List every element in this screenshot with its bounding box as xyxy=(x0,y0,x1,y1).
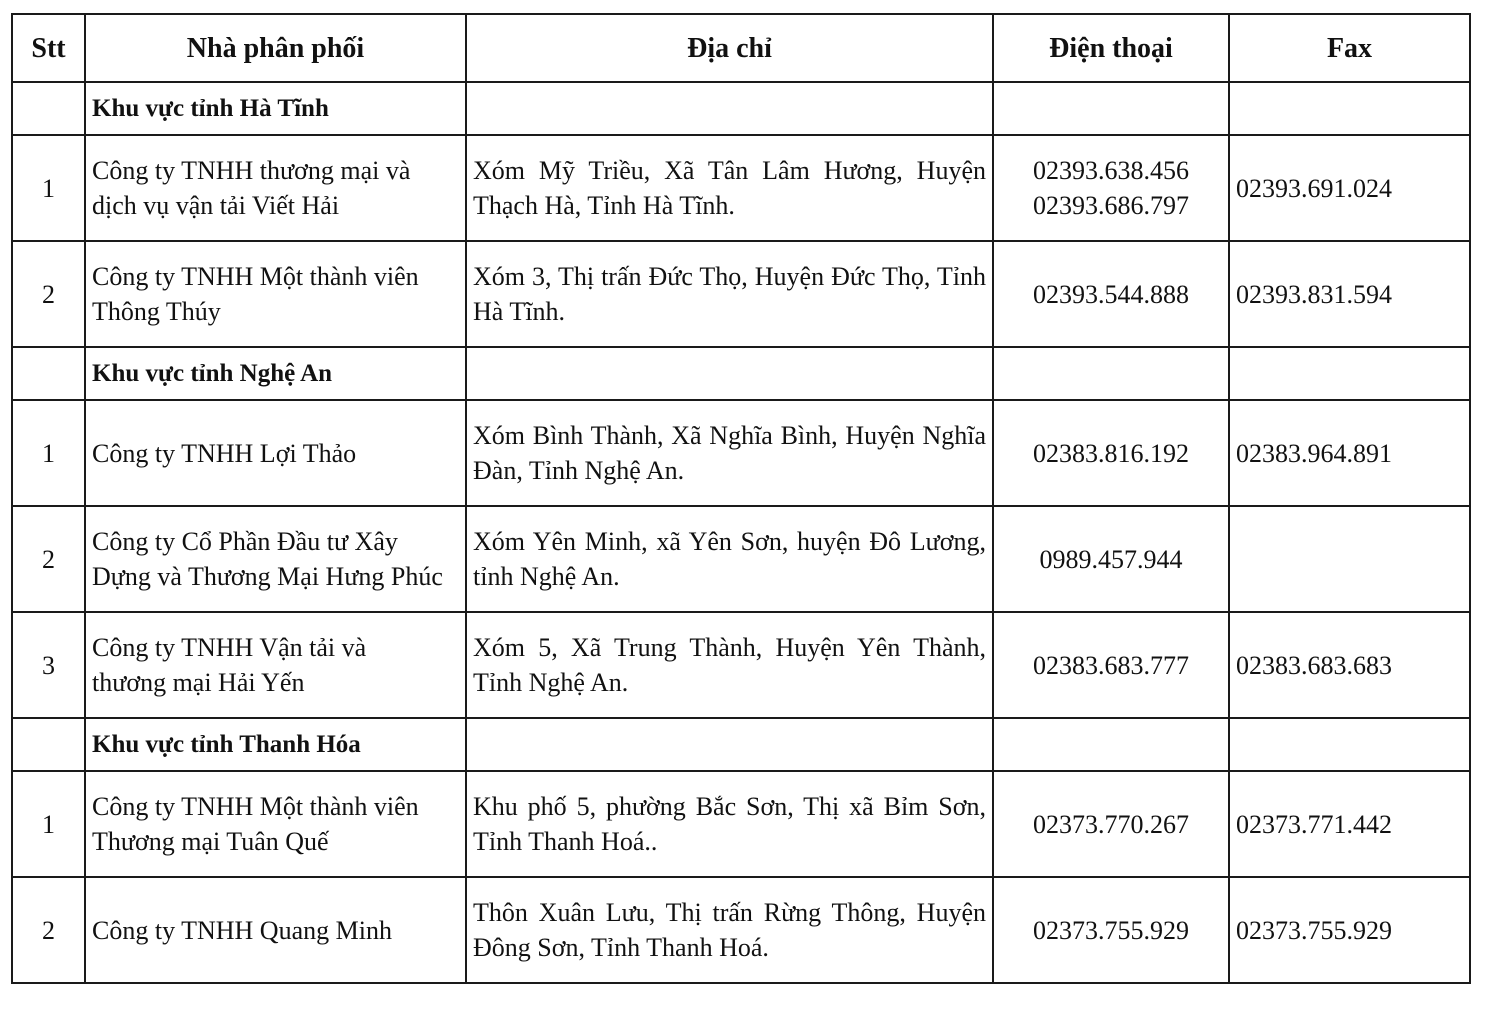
distributor-name-cell xyxy=(85,771,466,877)
region-name: Khu vực tỉnh Hà Tĩnh xyxy=(85,82,466,135)
region-empty-cell xyxy=(1229,347,1470,400)
row-stt: 1 xyxy=(12,135,85,241)
fax-cell: 02373.755.929 xyxy=(1229,877,1470,983)
phone-number: 02383.816.192 xyxy=(1033,438,1189,468)
fax-cell: 02393.691.024 xyxy=(1229,135,1470,241)
table-row xyxy=(12,506,1470,612)
address-cell: Xóm Yên Minh, xã Yên Sơn, huyện Đô Lương, tỉnh Nghệ An. xyxy=(466,506,993,612)
address-cell: Xóm 3, Thị trấn Đức Thọ, Huyện Đức Thọ, Tỉnh Hà Tĩnh. xyxy=(466,241,993,347)
table-row xyxy=(12,241,1470,347)
phone-number: 02373.755.929 xyxy=(1033,915,1189,945)
distributor-name-line: Thông Thúy xyxy=(92,297,221,326)
region-row xyxy=(12,82,1470,135)
distributor-name-cell xyxy=(85,877,466,983)
distributor-name-line: thương mại Hải Yến xyxy=(92,668,305,697)
header-stt: Stt xyxy=(12,14,85,82)
distributor-name-line: Công ty TNHH Lợi Thảo xyxy=(92,438,357,468)
phone-number: 0989.457.944 xyxy=(1039,544,1183,574)
region-name: Khu vực tỉnh Thanh Hóa xyxy=(85,718,466,771)
row-stt: 2 xyxy=(12,241,85,347)
region-empty-cell xyxy=(466,82,993,135)
header-address: Địa chỉ xyxy=(466,14,993,82)
region-empty-cell xyxy=(993,82,1229,135)
row-stt: 3 xyxy=(12,612,85,718)
phone-cell xyxy=(993,400,1229,506)
distributor-name-line: Công ty Cổ Phần Đầu tư Xây xyxy=(92,527,398,556)
distributor-name-line: Công ty TNHH thương mại và xyxy=(92,156,411,185)
address-cell: Thôn Xuân Lưu, Thị trấn Rừng Thông, Huyện Đông Sơn, Tỉnh Thanh Hoá. xyxy=(466,877,993,983)
region-stt-cell xyxy=(12,82,85,135)
phone-cell xyxy=(993,612,1229,718)
region-empty-cell xyxy=(1229,82,1470,135)
table-row xyxy=(12,771,1470,877)
distributor-name-line: Công ty TNHH Vận tải và xyxy=(92,633,367,662)
table-row xyxy=(12,612,1470,718)
table-row xyxy=(12,877,1470,983)
phone-cell xyxy=(993,241,1229,347)
table-header xyxy=(12,14,1470,82)
distributor-name-cell xyxy=(85,241,466,347)
region-stt-cell xyxy=(12,347,85,400)
fax-cell: 02383.964.891 xyxy=(1229,400,1470,506)
address-cell: Xóm 5, Xã Trung Thành, Huyện Yên Thành, Tỉnh Nghệ An. xyxy=(466,612,993,718)
fax-cell xyxy=(1229,506,1470,612)
header-distributor: Nhà phân phối xyxy=(85,14,466,82)
phone-number: 02393.544.888 xyxy=(1033,279,1189,309)
region-name: Khu vực tỉnh Nghệ An xyxy=(85,347,466,400)
table-row xyxy=(12,400,1470,506)
phone-cell xyxy=(993,506,1229,612)
region-row xyxy=(12,347,1470,400)
distributor-name-cell xyxy=(85,135,466,241)
address-cell: Xóm Mỹ Triều, Xã Tân Lâm Hương, Huyện Thạch Hà, Tỉnh Hà Tĩnh. xyxy=(466,135,993,241)
header-row xyxy=(12,14,1470,82)
phone-number: 02383.683.777 xyxy=(1033,650,1189,680)
table-row xyxy=(12,135,1470,241)
distributor-name-line: Công ty TNHH Một thành viên xyxy=(92,792,419,821)
phone-cell xyxy=(993,771,1229,877)
row-stt: 2 xyxy=(12,877,85,983)
distributor-name-line: Dựng và Thương Mại Hưng Phúc xyxy=(92,562,443,591)
distributor-name-line: Thương mại Tuân Quế xyxy=(92,827,329,856)
distributor-table xyxy=(11,13,1471,984)
region-empty-cell xyxy=(993,718,1229,771)
fax-cell: 02383.683.683 xyxy=(1229,612,1470,718)
address-cell: Xóm Bình Thành, Xã Nghĩa Bình, Huyện Nghĩa Đàn, Tỉnh Nghệ An. xyxy=(466,400,993,506)
phone-number: 02393.686.797 xyxy=(1033,191,1189,220)
header-phone: Điện thoại xyxy=(993,14,1229,82)
region-stt-cell xyxy=(12,718,85,771)
row-stt: 1 xyxy=(12,771,85,877)
distributor-name-cell xyxy=(85,506,466,612)
row-stt: 2 xyxy=(12,506,85,612)
address-cell: Khu phố 5, phường Bắc Sơn, Thị xã Bỉm Sơn, Tỉnh Thanh Hoá.. xyxy=(466,771,993,877)
phone-number: 02393.638.456 xyxy=(1033,156,1189,185)
phone-cell xyxy=(993,877,1229,983)
table-body xyxy=(12,82,1470,983)
phone-cell xyxy=(993,135,1229,241)
fax-cell: 02393.831.594 xyxy=(1229,241,1470,347)
region-empty-cell xyxy=(466,347,993,400)
row-stt: 1 xyxy=(12,400,85,506)
region-row xyxy=(12,718,1470,771)
region-empty-cell xyxy=(993,347,1229,400)
distributor-name-cell xyxy=(85,400,466,506)
header-fax: Fax xyxy=(1229,14,1470,82)
region-empty-cell xyxy=(466,718,993,771)
fax-cell: 02373.771.442 xyxy=(1229,771,1470,877)
distributor-name-line: Công ty TNHH Một thành viên xyxy=(92,262,419,291)
distributor-name-cell xyxy=(85,612,466,718)
phone-number: 02373.770.267 xyxy=(1033,809,1189,839)
region-empty-cell xyxy=(1229,718,1470,771)
distributor-name-line: dịch vụ vận tải Viết Hải xyxy=(92,191,340,220)
distributor-name-line: Công ty TNHH Quang Minh xyxy=(92,915,392,945)
